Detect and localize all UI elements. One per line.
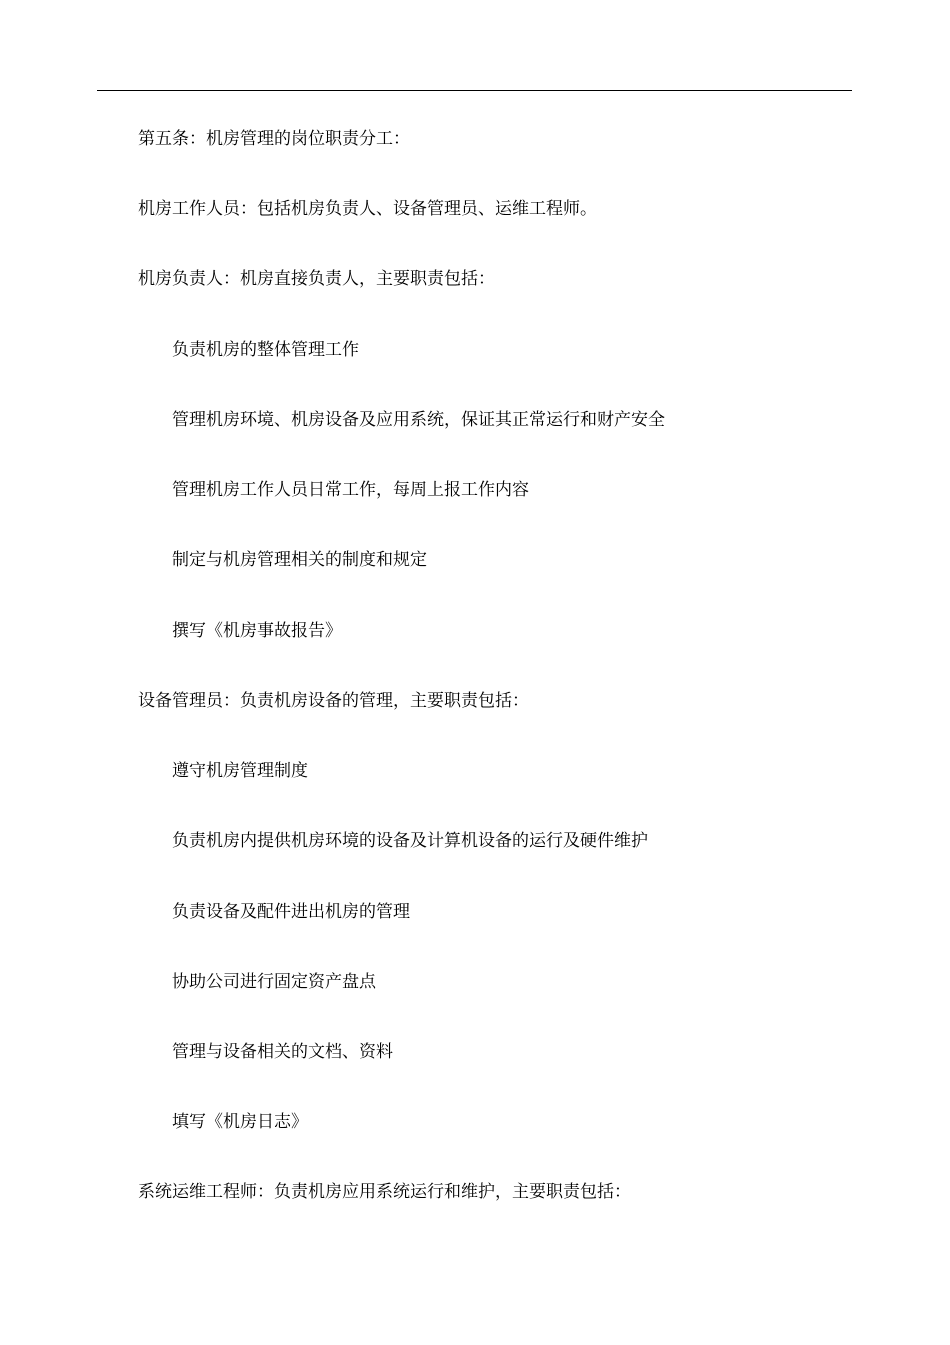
list-item: 管理机房环境、机房设备及应用系统，保证其正常运行和财产安全 (172, 410, 665, 430)
section-ops-engineer: 系统运维工程师：负责机房应用系统运行和维护，主要职责包括： (138, 1182, 631, 1202)
list-item: 填写《机房日志》 (172, 1112, 308, 1132)
article-heading: 第五条：机房管理的岗位职责分工： (138, 129, 410, 149)
list-item: 协助公司进行固定资产盘点 (172, 972, 376, 992)
list-item: 负责设备及配件进出机房的管理 (172, 902, 410, 922)
section-room-manager: 机房负责人：机房直接负责人，主要职责包括： (138, 269, 495, 289)
list-item: 负责机房的整体管理工作 (172, 340, 359, 360)
list-item: 制定与机房管理相关的制度和规定 (172, 550, 427, 570)
list-item: 管理机房工作人员日常工作，每周上报工作内容 (172, 480, 529, 500)
list-item: 撰写《机房事故报告》 (172, 621, 342, 641)
list-item: 遵守机房管理制度 (172, 761, 308, 781)
list-item: 负责机房内提供机房环境的设备及计算机设备的运行及硬件维护 (172, 831, 648, 851)
paragraph-staff: 机房工作人员：包括机房负责人、设备管理员、运维工程师。 (138, 199, 597, 219)
section-equipment-admin: 设备管理员：负责机房设备的管理，主要职责包括： (138, 691, 529, 711)
list-item: 管理与设备相关的文档、资料 (172, 1042, 393, 1062)
